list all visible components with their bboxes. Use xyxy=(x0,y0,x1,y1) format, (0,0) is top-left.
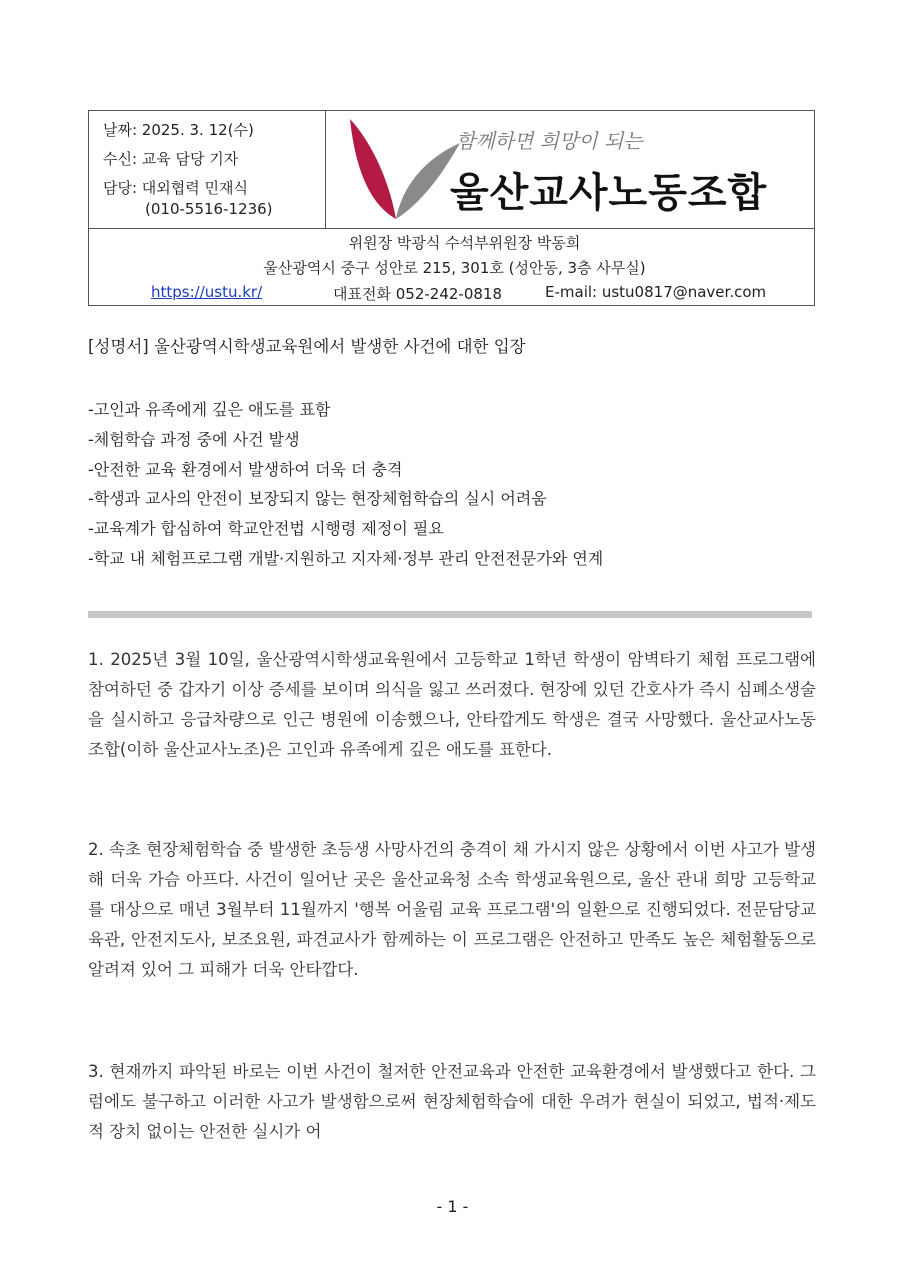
date-line: 날짜: 2025. 3. 12(수) xyxy=(103,121,254,139)
summary-item: -고인과 유족에게 깊은 애도를 표함 xyxy=(88,400,331,419)
summary-item: -학교 내 체험프로그램 개발·지원하고 지자체·정부 관리 안전전문가와 연계 xyxy=(88,548,604,568)
summary-item: -안전한 교육 환경에서 발생하여 더욱 더 충격 xyxy=(88,459,403,479)
paragraph-3: 3. 현재까지 파악된 바로는 이번 사건이 철저한 안전교육과 안전한 교육환경에서 발생했다고 한다. 그럼에도 불구하고 이러한 사고가 발생함으로써 현장체험학습에 대한 우려가 현실이 되었고, 법적·제도적 장치 없이는 안전한 실시가 어 xyxy=(88,1062,816,1141)
website-link[interactable]: https://ustu.kr/ xyxy=(151,283,263,301)
meta-cell xyxy=(89,111,326,228)
summary-item: -체험학습 과정 중에 사건 발생 xyxy=(88,429,300,449)
phone-line: (010-5516-1236) xyxy=(145,200,273,218)
paragraph-1: 1. 2025년 3월 10일, 울산광역시학생교육원에서 고등학교 1학년 학생이 암벽타기 체험 프로그램에 참여하던 중 갑자기 이상 증세를 보이며 의식을 잃고 쓰러졌다. 현장에 있던 간호사가 즉시 심폐소생술을 실시하고 응급차량으로 인근 병원에 이송했으나, 안타깝게도 학생은 결국 사망했다. 울산교사노동조합(이하 울산교사노조)은 고인과 유족에게 깊은 애도를 표한다. xyxy=(88,650,816,759)
tel-line: 대표전화 052-242-0818 xyxy=(333,285,502,303)
summary-item: -교육계가 합심하여 학교안전법 시행령 제정이 필요 xyxy=(88,519,444,539)
page-number: - 1 - xyxy=(436,1197,469,1216)
letterhead-box xyxy=(88,110,815,306)
org-name: 울산교사노동조합 xyxy=(450,170,768,216)
letterhead-top xyxy=(89,111,814,229)
recipient-line: 수신: 교육 담당 기자 xyxy=(103,150,239,168)
statement-title: [성명서] 울산광역시학생교육원에서 발생한 사건에 대한 입장 xyxy=(88,337,526,356)
section-divider xyxy=(88,611,812,618)
address-line: 울산광역시 중구 성안로 215, 301호 (성안동, 3층 사무실) xyxy=(263,259,646,277)
contact-person-line: 담당: 대외협력 민재식 xyxy=(103,179,249,197)
summary-list xyxy=(88,398,603,577)
email-line: E-mail: ustu0817@naver.com xyxy=(545,283,767,301)
logo-area xyxy=(326,111,814,228)
summary-item: -학생과 교사의 안전이 보장되지 않는 현장체험학습의 실시 어려움 xyxy=(88,489,547,509)
leaf-logo-icon xyxy=(344,115,464,223)
letterhead-bottom xyxy=(89,228,814,306)
paragraph-2: 2. 속초 현장체험학습 중 발생한 초등생 사망사건의 충격이 채 가시지 않은 상황에서 이번 사고가 발생해 더욱 가슴 아프다. 사건이 일어난 곳은 울산교육청 소속 학생교육원으로, 울산 관내 희망 고등학교를 대상으로 매년 3월부터 11월까지 '행복 어울림 교육 프로그램'의 일환으로 진행되었다. 전문담당교육관, 안전지도사, 보조요원, 파견교사가 함께하는 이 프로그램은 안전하고 만족도 높은 체험활동으로 알려져 있어 그 피해가 더욱 안타깝다. xyxy=(88,840,816,979)
slogan: 함께하면 희망이 되는 xyxy=(456,129,643,153)
leaders-line: 위원장 박광식 수석부위원장 박동희 xyxy=(348,234,581,252)
